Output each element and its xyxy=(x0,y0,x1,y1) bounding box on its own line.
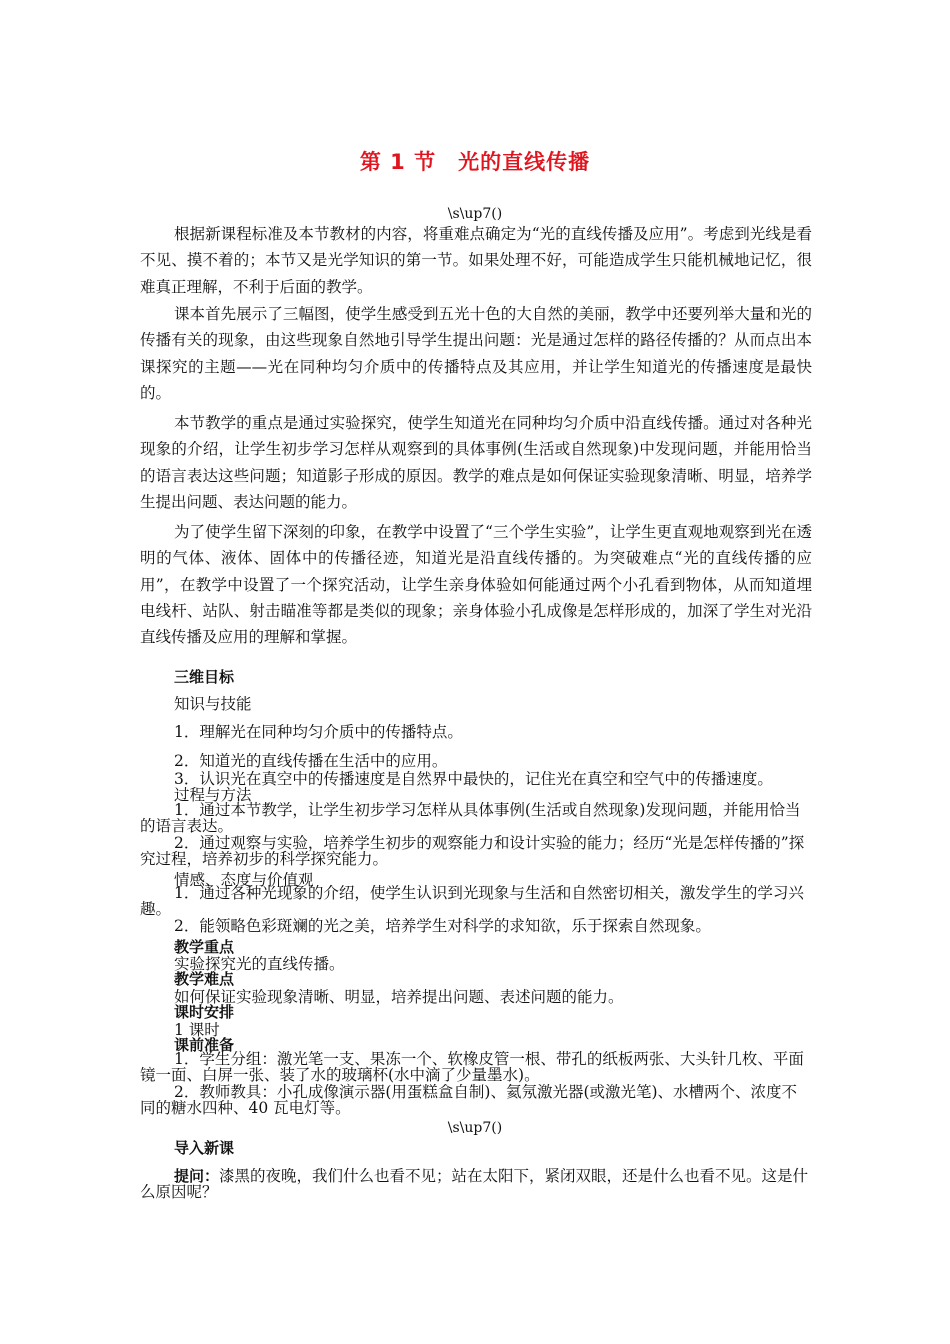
knowledge-item-3: 3．认识光在真空中的传播速度是自然界中最快的，记住光在真空和空气中的传播速度。 xyxy=(174,770,773,788)
difficulty-text: 如何保证实验现象清晰、明显，培养提出问题、表述问题的能力。 xyxy=(174,988,624,1006)
intro-heading: 导入新课 xyxy=(174,1139,235,1157)
key-point-text: 实验探究光的直线传播。 xyxy=(174,955,345,973)
intro-paragraph-1: 根据新课程标准及本节教材的内容，将重难点确定为“光的直线传播及应用”。考虑到光线是看不见、摸不着的；本节又是光学知识的第一节。如果处理不好，可能造成学生只能机械地记忆，很难真正理解，不利于后面的教学。 xyxy=(140,225,812,296)
field-code-marker: \s\up7() xyxy=(447,206,503,222)
process-item-1: 1．通过本节教学，让学生初步学习怎样从具体事例(生活或自然现象)发现问题，并能用恰当的语言表达。 xyxy=(140,801,801,835)
intro-paragraph-3: 本节教学的重点是通过实验探究，使学生知道光在同种均匀介质中沿直线传播。通过对各种光现象的介绍，让学生初步学习怎样从观察到的具体事例(生活或自然现象)中发现问题，并能用恰当的语言表达这些问题；知道影子形成的原因。教学的难点是如何保证实验现象清晰、明显，培养学生提出问题、表达问题的能力。 xyxy=(140,414,812,511)
key-point-heading: 教学重点 xyxy=(174,938,235,956)
process-item-2: 2．通过观察与实验，培养学生初步的观察能力和设计实验的能力；经历“光是怎样传播的”探究过程，培养初步的科学探究能力。 xyxy=(140,834,805,868)
schedule-text: 1 课时 xyxy=(174,1021,220,1039)
difficulty-heading: 教学难点 xyxy=(174,970,235,988)
preparation-item-2: 2．教师教具：小孔成像演示器(用蛋糕盒自制)、氦氖激光器(或激光笔)、水槽两个、浓度不同的糖水四种、40 瓦电灯等。 xyxy=(140,1083,798,1117)
schedule-heading: 课时安排 xyxy=(174,1003,235,1021)
knowledge-item-1: 1．理解光在同种均匀介质中的传播特点。 xyxy=(174,723,463,741)
question-label: 提问： xyxy=(174,1167,220,1185)
intro-paragraph-2: 课本首先展示了三幅图，使学生感受到五光十色的大自然的美丽，教学中还要列举大量和光的传播有关的现象，由这些现象自然地引导学生提出问题：光是通过怎样的路径传播的？从而点出本课探究的主题——光在同种均匀介质中的传播特点及其应用，并让学生知道光的传播速度是最快的。 xyxy=(140,305,812,402)
intro-question xyxy=(140,1168,812,1200)
question-text: 漆黑的夜晚，我们什么也看不见；站在太阳下，紧闭双眼，还是什么也看不见。这是什么原因呢？ xyxy=(140,1167,809,1201)
section-title: 第 1 节 光的直线传播 xyxy=(359,150,591,174)
process-heading: 过程与方法 xyxy=(174,786,252,804)
preparation-item-1: 1．学生分组：激光笔一支、果冻一个、软橡皮管一根、带孔的纸板两张、大头针几枚、平面镜一面、白屏一张、装了水的玻璃杯(水中滴了少量墨水)。 xyxy=(140,1050,804,1084)
knowledge-heading: 知识与技能 xyxy=(174,695,252,713)
intro-paragraph-4: 为了使学生留下深刻的印象，在教学中设置了“三个学生实验”，让学生更直观地观察到光在透明的气体、液体、固体中的传播径迹，知道光是沿直线传播的。为突破难点“光的直线传播的应用”，在教学中设置了一个探究活动，让学生亲身体验如何能通过两个小孔看到物体，从而知道埋电线杆、站队、射击瞄准等都是类似的现象；亲身体验小孔成像是怎样形成的，加深了学生对光沿直线传播及应用的理解和掌握。 xyxy=(140,523,812,647)
emotion-item-2: 2．能领略色彩斑斓的光之美，培养学生对科学的求知欲，乐于探索自然现象。 xyxy=(174,917,711,935)
knowledge-item-2: 2．知道光的直线传播在生活中的应用。 xyxy=(174,752,448,770)
preparation-heading: 课前准备 xyxy=(174,1036,235,1054)
emotion-heading: 情感、态度与价值观 xyxy=(174,871,314,889)
emotion-item-1: 1．通过各种光现象的介绍，使学生认识到光现象与生活和自然密切相关，激发学生的学习兴趣。 xyxy=(140,884,804,918)
goals-heading: 三维目标 xyxy=(174,668,235,686)
field-code-marker-2: \s\up7() xyxy=(447,1120,503,1136)
